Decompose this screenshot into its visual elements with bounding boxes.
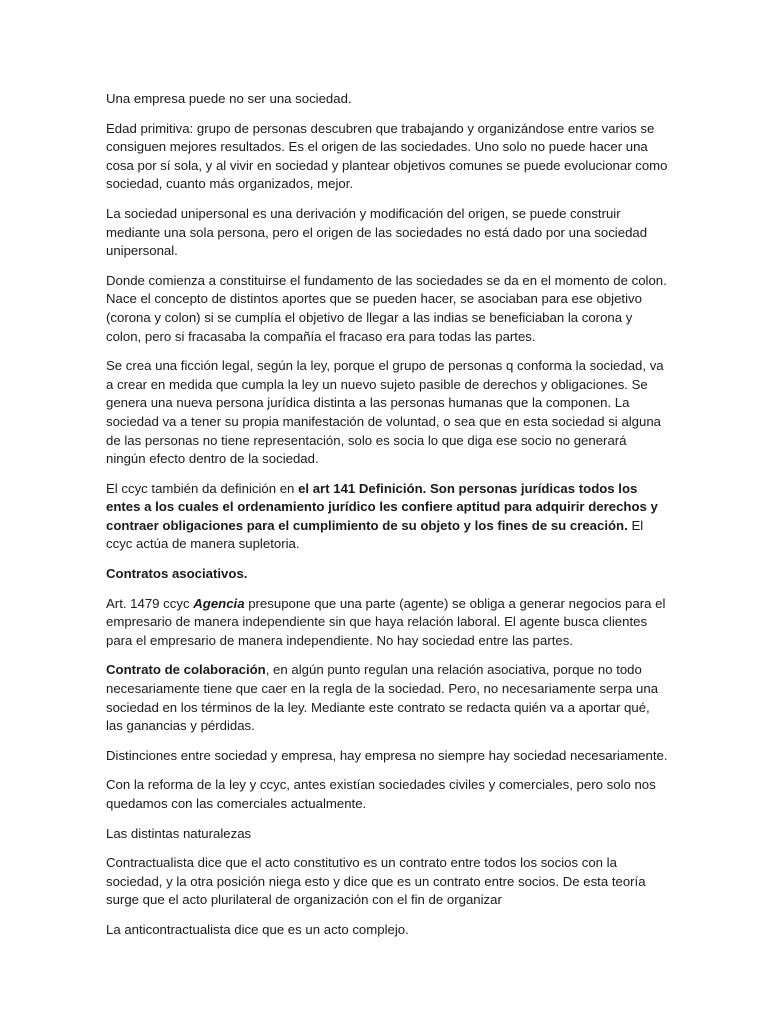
paragraph-7 — [106, 595, 668, 651]
paragraph-8-rest: , en algún punto regulan una relación asociativa, porque no todo necesariamente tiene que caer en la regla de la sociedad. Pero, no necesariamente serpa una sociedad en los términos de la ley. Mediante este contrato se redacta quién va a aportar qué, las ganancias y pérdidas. — [106, 662, 659, 734]
paragraph-2: Edad primitiva: grupo de personas descubren que trabajando y organizándose entre varios se consiguen mejores resultados. Es el origen de las sociedades. Uno solo no puede hacer una cosa por sí sola, y al vivir en sociedad y plantear objetivos comunes se puede evolucionar como sociedad, cuanto más organizados, mejor. — [106, 120, 668, 192]
section-heading — [106, 565, 668, 584]
paragraph-13: La anticontractualista dice que es un acto complejo. — [106, 921, 409, 937]
agencia-term-text: Agencia — [193, 595, 245, 611]
section-heading-text: Contratos asociativos. — [106, 566, 248, 582]
paragraph-6 — [106, 480, 668, 554]
paragraph-6-tail: El ccyc actúa de manera supletoria. — [106, 517, 644, 552]
contrato-colaboracion-term: Contrato de colaboración — [106, 662, 266, 678]
paragraph-11: Las distintas naturalezas — [106, 825, 252, 841]
paragraph-10: Con la reforma de la ley y ccyc, antes existían sociedades civiles y comerciales, pero solo nos quedamos con las comerciales actualmente. — [106, 777, 656, 811]
paragraph-9: Distinciones entre sociedad y empresa, hay empresa no siempre hay sociedad necesariamente. — [106, 747, 668, 763]
paragraph-7-intro: Art. 1479 ccyc — [106, 595, 194, 611]
article-141-definition: el art 141 Definición. Son personas jurídicas todos los entes a los cuales el ordenamiento jurídico les confiere aptitud para adquirir derechos y contraer obligaciones para el cumplimiento de su objeto y los fines de su creación. — [106, 480, 658, 533]
paragraph-5: Se crea una ficción legal, según la ley, porque el grupo de personas q conforma la sociedad, va a crear en medida que cumpla la ley un nuevo sujeto pasible de derechos y obligaciones. Se genera una nueva persona jurídica distinta a las personas humanas que la componen. La sociedad va a tener su propia manifestación de voluntad, o sea que en esta sociedad si alguna de las personas no tiene representación, solo es socia lo que diga ese socio no generará ningún efecto dentro de la sociedad. — [106, 358, 664, 467]
paragraph-1: Una empresa puede no ser una sociedad. — [106, 91, 352, 106]
agencia-term — [193, 596, 244, 611]
paragraph-8 — [106, 661, 668, 735]
paragraph-12: Contractualista dice que el acto constitutivo es un contrato entre todos los socios con la sociedad, y la otra posición niega esto y dice que es un contrato entre socios. De esta teoría surge que el acto plurilateral de organización con el fin de organizar — [106, 855, 646, 908]
paragraph-7-rest: presupone que una parte (agente) se obliga a generar negocios para el empresario de manera independiente sin que haya relación laboral. El agente busca clientes para el empresario de manera independiente. No hay sociedad entre las partes. — [106, 595, 666, 648]
paragraph-4: Donde comienza a constituirse el fundamento de las sociedades se da en el momento de colon. Nace el concepto de distintos aportes que se pueden hacer, se asociaban para ese objetivo (corona y colon) si se cumplía el objetivo de llegar a las indias se beneficiaban la corona y colon, pero si fracasaba la compañía el fracaso era para todas las partes. — [106, 272, 667, 344]
paragraph-6-intro: El ccyc también da definición en — [106, 480, 299, 496]
paragraph-3: La sociedad unipersonal es una derivación y modificación del origen, se puede construir mediante una sola persona, pero el origen de las sociedades no está dado por una sociedad unipersonal. — [106, 205, 648, 259]
